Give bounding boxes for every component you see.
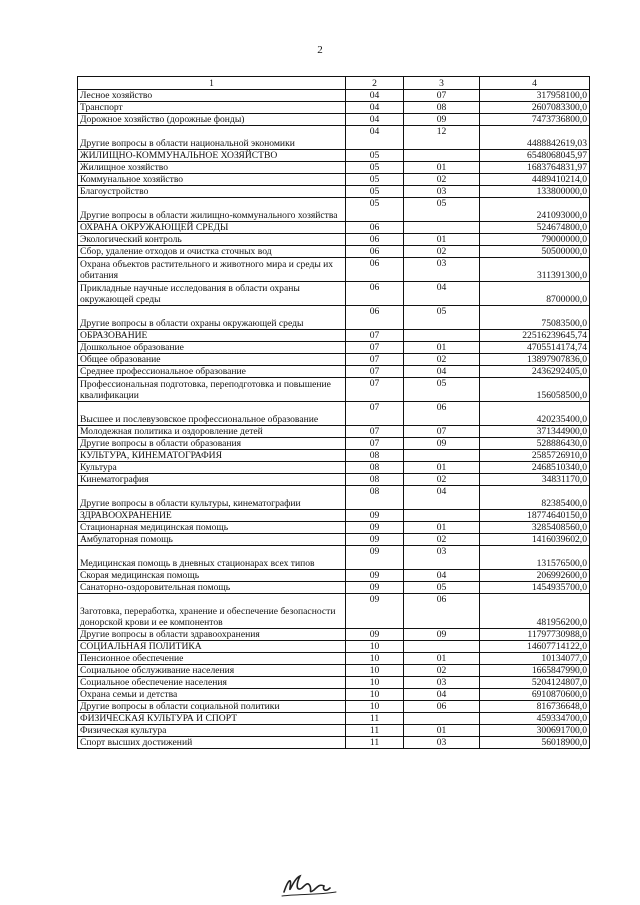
row-subsection-code: 04 (404, 366, 480, 378)
row-subsection-code: 03 (404, 186, 480, 198)
row-name: Амбулаторная помощь (78, 534, 346, 546)
table-row (78, 282, 590, 306)
row-section-code: 10 (346, 701, 404, 713)
row-subsection-code (404, 330, 480, 342)
row-amount: 481956200,0 (480, 594, 590, 629)
row-name: Молодежная политика и оздоровление детей (78, 426, 346, 438)
row-name: Лесное хозяйство (78, 90, 346, 102)
row-subsection-code: 08 (404, 102, 480, 114)
row-amount: 3285408560,0 (480, 522, 590, 534)
row-amount: 7473736800,0 (480, 114, 590, 126)
row-amount: 50500000,0 (480, 246, 590, 258)
row-section-code: 11 (346, 737, 404, 749)
row-amount: 8700000,0 (480, 282, 590, 306)
table-row (78, 378, 590, 402)
table-row (78, 114, 590, 126)
row-name: Медицинская помощь в дневных стационарах всех типов (78, 546, 346, 570)
table-row (78, 306, 590, 330)
row-amount: 5204124807,0 (480, 677, 590, 689)
row-name: Дорожное хозяйство (дорожные фонды) (78, 114, 346, 126)
row-amount: 371344900,0 (480, 426, 590, 438)
table-row (78, 258, 590, 282)
row-section-code: 06 (346, 258, 404, 282)
table-row (78, 665, 590, 677)
header-col-3: 3 (404, 77, 480, 90)
header-col-4: 4 (480, 77, 590, 90)
row-subsection-code: 01 (404, 342, 480, 354)
row-section-code: 07 (346, 402, 404, 426)
row-amount: 34831170,0 (480, 474, 590, 486)
row-section-code: 07 (346, 378, 404, 402)
row-name: Спорт высших достижений (78, 737, 346, 749)
row-subsection-code (404, 713, 480, 725)
table-row (78, 162, 590, 174)
table-row (78, 186, 590, 198)
budget-table (77, 76, 590, 749)
row-name: Другие вопросы в области охраны окружающей среды (78, 306, 346, 330)
row-section-code: 09 (346, 594, 404, 629)
header-col-1: 1 (78, 77, 346, 90)
row-name: Другие вопросы в области культуры, кинематографии (78, 486, 346, 510)
row-subsection-code: 02 (404, 665, 480, 677)
row-amount: 6910870600,0 (480, 689, 590, 701)
row-name: Социальное обслуживание населения (78, 665, 346, 677)
table-row (78, 546, 590, 570)
row-subsection-code: 01 (404, 522, 480, 534)
row-section-code: 07 (346, 330, 404, 342)
row-subsection-code: 03 (404, 737, 480, 749)
row-section-code: 10 (346, 665, 404, 677)
row-name: ОХРАНА ОКРУЖАЮЩЕЙ СРЕДЫ (78, 222, 346, 234)
row-name: Благоустройство (78, 186, 346, 198)
row-amount: 4489410214,0 (480, 174, 590, 186)
row-subsection-code: 03 (404, 258, 480, 282)
row-amount: 4705514174,74 (480, 342, 590, 354)
row-section-code: 05 (346, 174, 404, 186)
table-row (78, 486, 590, 510)
table-row (78, 689, 590, 701)
row-section-code: 06 (346, 222, 404, 234)
table-row (78, 330, 590, 342)
row-section-code: 11 (346, 713, 404, 725)
row-name: Коммунальное хозяйство (78, 174, 346, 186)
row-subsection-code: 06 (404, 402, 480, 426)
table-row (78, 474, 590, 486)
row-name: Пенсионное обеспечение (78, 653, 346, 665)
row-amount: 14607714122,0 (480, 641, 590, 653)
row-section-code: 10 (346, 677, 404, 689)
row-amount: 420235400,0 (480, 402, 590, 426)
row-section-code: 08 (346, 462, 404, 474)
row-subsection-code (404, 150, 480, 162)
row-section-code: 08 (346, 474, 404, 486)
table-row (78, 150, 590, 162)
row-section-code: 10 (346, 641, 404, 653)
table-row (78, 438, 590, 450)
row-subsection-code: 04 (404, 486, 480, 510)
table-row (78, 126, 590, 150)
row-section-code: 09 (346, 570, 404, 582)
row-section-code: 04 (346, 90, 404, 102)
table-row (78, 462, 590, 474)
row-section-code: 10 (346, 689, 404, 701)
row-subsection-code: 04 (404, 689, 480, 701)
row-name: Прикладные научные исследования в области охраны окружающей среды (78, 282, 346, 306)
row-section-code: 06 (346, 282, 404, 306)
row-subsection-code: 02 (404, 174, 480, 186)
table-row (78, 354, 590, 366)
row-section-code: 09 (346, 510, 404, 522)
row-amount: 1665847990,0 (480, 665, 590, 677)
row-section-code: 04 (346, 114, 404, 126)
row-amount: 311391300,0 (480, 258, 590, 282)
row-subsection-code: 04 (404, 570, 480, 582)
table-row (78, 534, 590, 546)
table-row (78, 641, 590, 653)
table-row (78, 426, 590, 438)
row-name: Сбор, удаление отходов и очистка сточных вод (78, 246, 346, 258)
row-amount: 13897907836,0 (480, 354, 590, 366)
row-subsection-code: 03 (404, 677, 480, 689)
row-name: Общее образование (78, 354, 346, 366)
row-section-code: 05 (346, 162, 404, 174)
row-amount: 816736648,0 (480, 701, 590, 713)
row-amount: 2585726910,0 (480, 450, 590, 462)
table-row (78, 246, 590, 258)
row-subsection-code: 06 (404, 594, 480, 629)
row-name: Кинематография (78, 474, 346, 486)
row-subsection-code: 04 (404, 282, 480, 306)
row-subsection-code: 05 (404, 378, 480, 402)
row-subsection-code: 06 (404, 701, 480, 713)
row-amount: 79000000,0 (480, 234, 590, 246)
header-col-2: 2 (346, 77, 404, 90)
table-row (78, 629, 590, 641)
row-name: Социальное обеспечение населения (78, 677, 346, 689)
row-name: СОЦИАЛЬНАЯ ПОЛИТИКА (78, 641, 346, 653)
table-row (78, 90, 590, 102)
row-subsection-code: 01 (404, 162, 480, 174)
row-amount: 300691700,0 (480, 725, 590, 737)
row-name: Транспорт (78, 102, 346, 114)
row-name: Охрана объектов растительного и животного мира и среды их обитания (78, 258, 346, 282)
table-row (78, 234, 590, 246)
row-amount: 131576500,0 (480, 546, 590, 570)
row-subsection-code: 05 (404, 198, 480, 222)
row-amount: 4488842619,03 (480, 126, 590, 150)
row-section-code: 09 (346, 534, 404, 546)
row-section-code: 07 (346, 438, 404, 450)
row-subsection-code (404, 510, 480, 522)
row-name: ОБРАЗОВАНИЕ (78, 330, 346, 342)
row-section-code: 07 (346, 366, 404, 378)
row-subsection-code: 07 (404, 90, 480, 102)
table-row (78, 522, 590, 534)
handwritten-signature (278, 870, 348, 900)
row-amount: 2468510340,0 (480, 462, 590, 474)
row-name: Скорая медицинская помощь (78, 570, 346, 582)
row-amount: 241093000,0 (480, 198, 590, 222)
row-subsection-code: 02 (404, 354, 480, 366)
row-amount: 10134077,0 (480, 653, 590, 665)
row-section-code: 08 (346, 450, 404, 462)
table-row (78, 102, 590, 114)
row-section-code: 04 (346, 102, 404, 114)
row-subsection-code: 03 (404, 546, 480, 570)
row-name: ЗДРАВООХРАНЕНИЕ (78, 510, 346, 522)
row-subsection-code: 05 (404, 582, 480, 594)
row-section-code: 05 (346, 198, 404, 222)
row-name: Культура (78, 462, 346, 474)
row-name: Заготовка, переработка, хранение и обеспечение безопасности донорской крови и ее компонентов (78, 594, 346, 629)
row-name: Санаторно-оздоровительная помощь (78, 582, 346, 594)
row-section-code: 06 (346, 246, 404, 258)
row-amount: 1454935700,0 (480, 582, 590, 594)
table-row (78, 402, 590, 426)
row-amount: 56018900,0 (480, 737, 590, 749)
row-amount: 317958100,0 (480, 90, 590, 102)
row-subsection-code: 09 (404, 629, 480, 641)
row-name: Физическая культура (78, 725, 346, 737)
table-row (78, 582, 590, 594)
table-row (78, 725, 590, 737)
row-subsection-code: 12 (404, 126, 480, 150)
table-row (78, 222, 590, 234)
row-section-code: 05 (346, 186, 404, 198)
row-subsection-code: 01 (404, 725, 480, 737)
table-row (78, 366, 590, 378)
row-name: Стационарная медицинская помощь (78, 522, 346, 534)
row-amount: 524674800,0 (480, 222, 590, 234)
table-row (78, 653, 590, 665)
row-name: Другие вопросы в области жилищно-коммунального хозяйства (78, 198, 346, 222)
row-section-code: 07 (346, 354, 404, 366)
row-subsection-code: 01 (404, 653, 480, 665)
row-subsection-code: 02 (404, 474, 480, 486)
row-section-code: 09 (346, 629, 404, 641)
row-amount: 2607083300,0 (480, 102, 590, 114)
row-amount: 18774640150,0 (480, 510, 590, 522)
table-row (78, 510, 590, 522)
row-name: Другие вопросы в области здравоохранения (78, 629, 346, 641)
row-name: Дошкольное образование (78, 342, 346, 354)
row-subsection-code: 09 (404, 114, 480, 126)
row-name: Другие вопросы в области образования (78, 438, 346, 450)
row-section-code: 08 (346, 486, 404, 510)
row-section-code: 06 (346, 234, 404, 246)
row-name: Среднее профессиональное образование (78, 366, 346, 378)
row-name: ФИЗИЧЕСКАЯ КУЛЬТУРА И СПОРТ (78, 713, 346, 725)
row-amount: 1683764831,97 (480, 162, 590, 174)
row-name: Профессиональная подготовка, переподготовка и повышение квалификации (78, 378, 346, 402)
table-row (78, 174, 590, 186)
row-amount: 133800000,0 (480, 186, 590, 198)
table-row (78, 701, 590, 713)
row-section-code: 04 (346, 126, 404, 150)
row-section-code: 09 (346, 582, 404, 594)
table-row (78, 677, 590, 689)
row-section-code: 10 (346, 653, 404, 665)
table-body (78, 90, 590, 749)
row-section-code: 07 (346, 426, 404, 438)
table-header-row (78, 77, 590, 90)
row-subsection-code: 02 (404, 534, 480, 546)
row-amount: 459334700,0 (480, 713, 590, 725)
row-amount: 2436292405,0 (480, 366, 590, 378)
row-subsection-code: 05 (404, 306, 480, 330)
row-amount: 6548068045,97 (480, 150, 590, 162)
row-amount: 75083500,0 (480, 306, 590, 330)
row-subsection-code: 07 (404, 426, 480, 438)
row-name: Охрана семьи и детства (78, 689, 346, 701)
row-section-code: 11 (346, 725, 404, 737)
row-name: Высшее и послевузовское профессиональное образование (78, 402, 346, 426)
row-name: Другие вопросы в области социальной политики (78, 701, 346, 713)
row-amount: 1416039602,0 (480, 534, 590, 546)
row-amount: 22516239645,74 (480, 330, 590, 342)
row-subsection-code (404, 450, 480, 462)
table-row (78, 737, 590, 749)
table-row (78, 342, 590, 354)
row-name: Жилищное хозяйство (78, 162, 346, 174)
table-row (78, 450, 590, 462)
row-amount: 156058500,0 (480, 378, 590, 402)
row-name: Другие вопросы в области национальной экономики (78, 126, 346, 150)
row-amount: 11797730988,0 (480, 629, 590, 641)
row-section-code: 09 (346, 522, 404, 534)
row-subsection-code: 09 (404, 438, 480, 450)
row-section-code: 05 (346, 150, 404, 162)
row-subsection-code (404, 222, 480, 234)
row-subsection-code: 01 (404, 462, 480, 474)
row-amount: 206992600,0 (480, 570, 590, 582)
row-amount: 528886430,0 (480, 438, 590, 450)
row-subsection-code (404, 641, 480, 653)
row-section-code: 09 (346, 546, 404, 570)
row-section-code: 06 (346, 306, 404, 330)
row-name: ЖИЛИЩНО-КОММУНАЛЬНОЕ ХОЗЯЙСТВО (78, 150, 346, 162)
row-section-code: 07 (346, 342, 404, 354)
row-name: КУЛЬТУРА, КИНЕМАТОГРАФИЯ (78, 450, 346, 462)
page-number: 2 (317, 44, 323, 56)
table-row (78, 570, 590, 582)
table-row (78, 713, 590, 725)
table-row (78, 594, 590, 629)
row-subsection-code: 02 (404, 246, 480, 258)
row-name: Экологический контроль (78, 234, 346, 246)
row-amount: 82385400,0 (480, 486, 590, 510)
row-subsection-code: 01 (404, 234, 480, 246)
table-row (78, 198, 590, 222)
